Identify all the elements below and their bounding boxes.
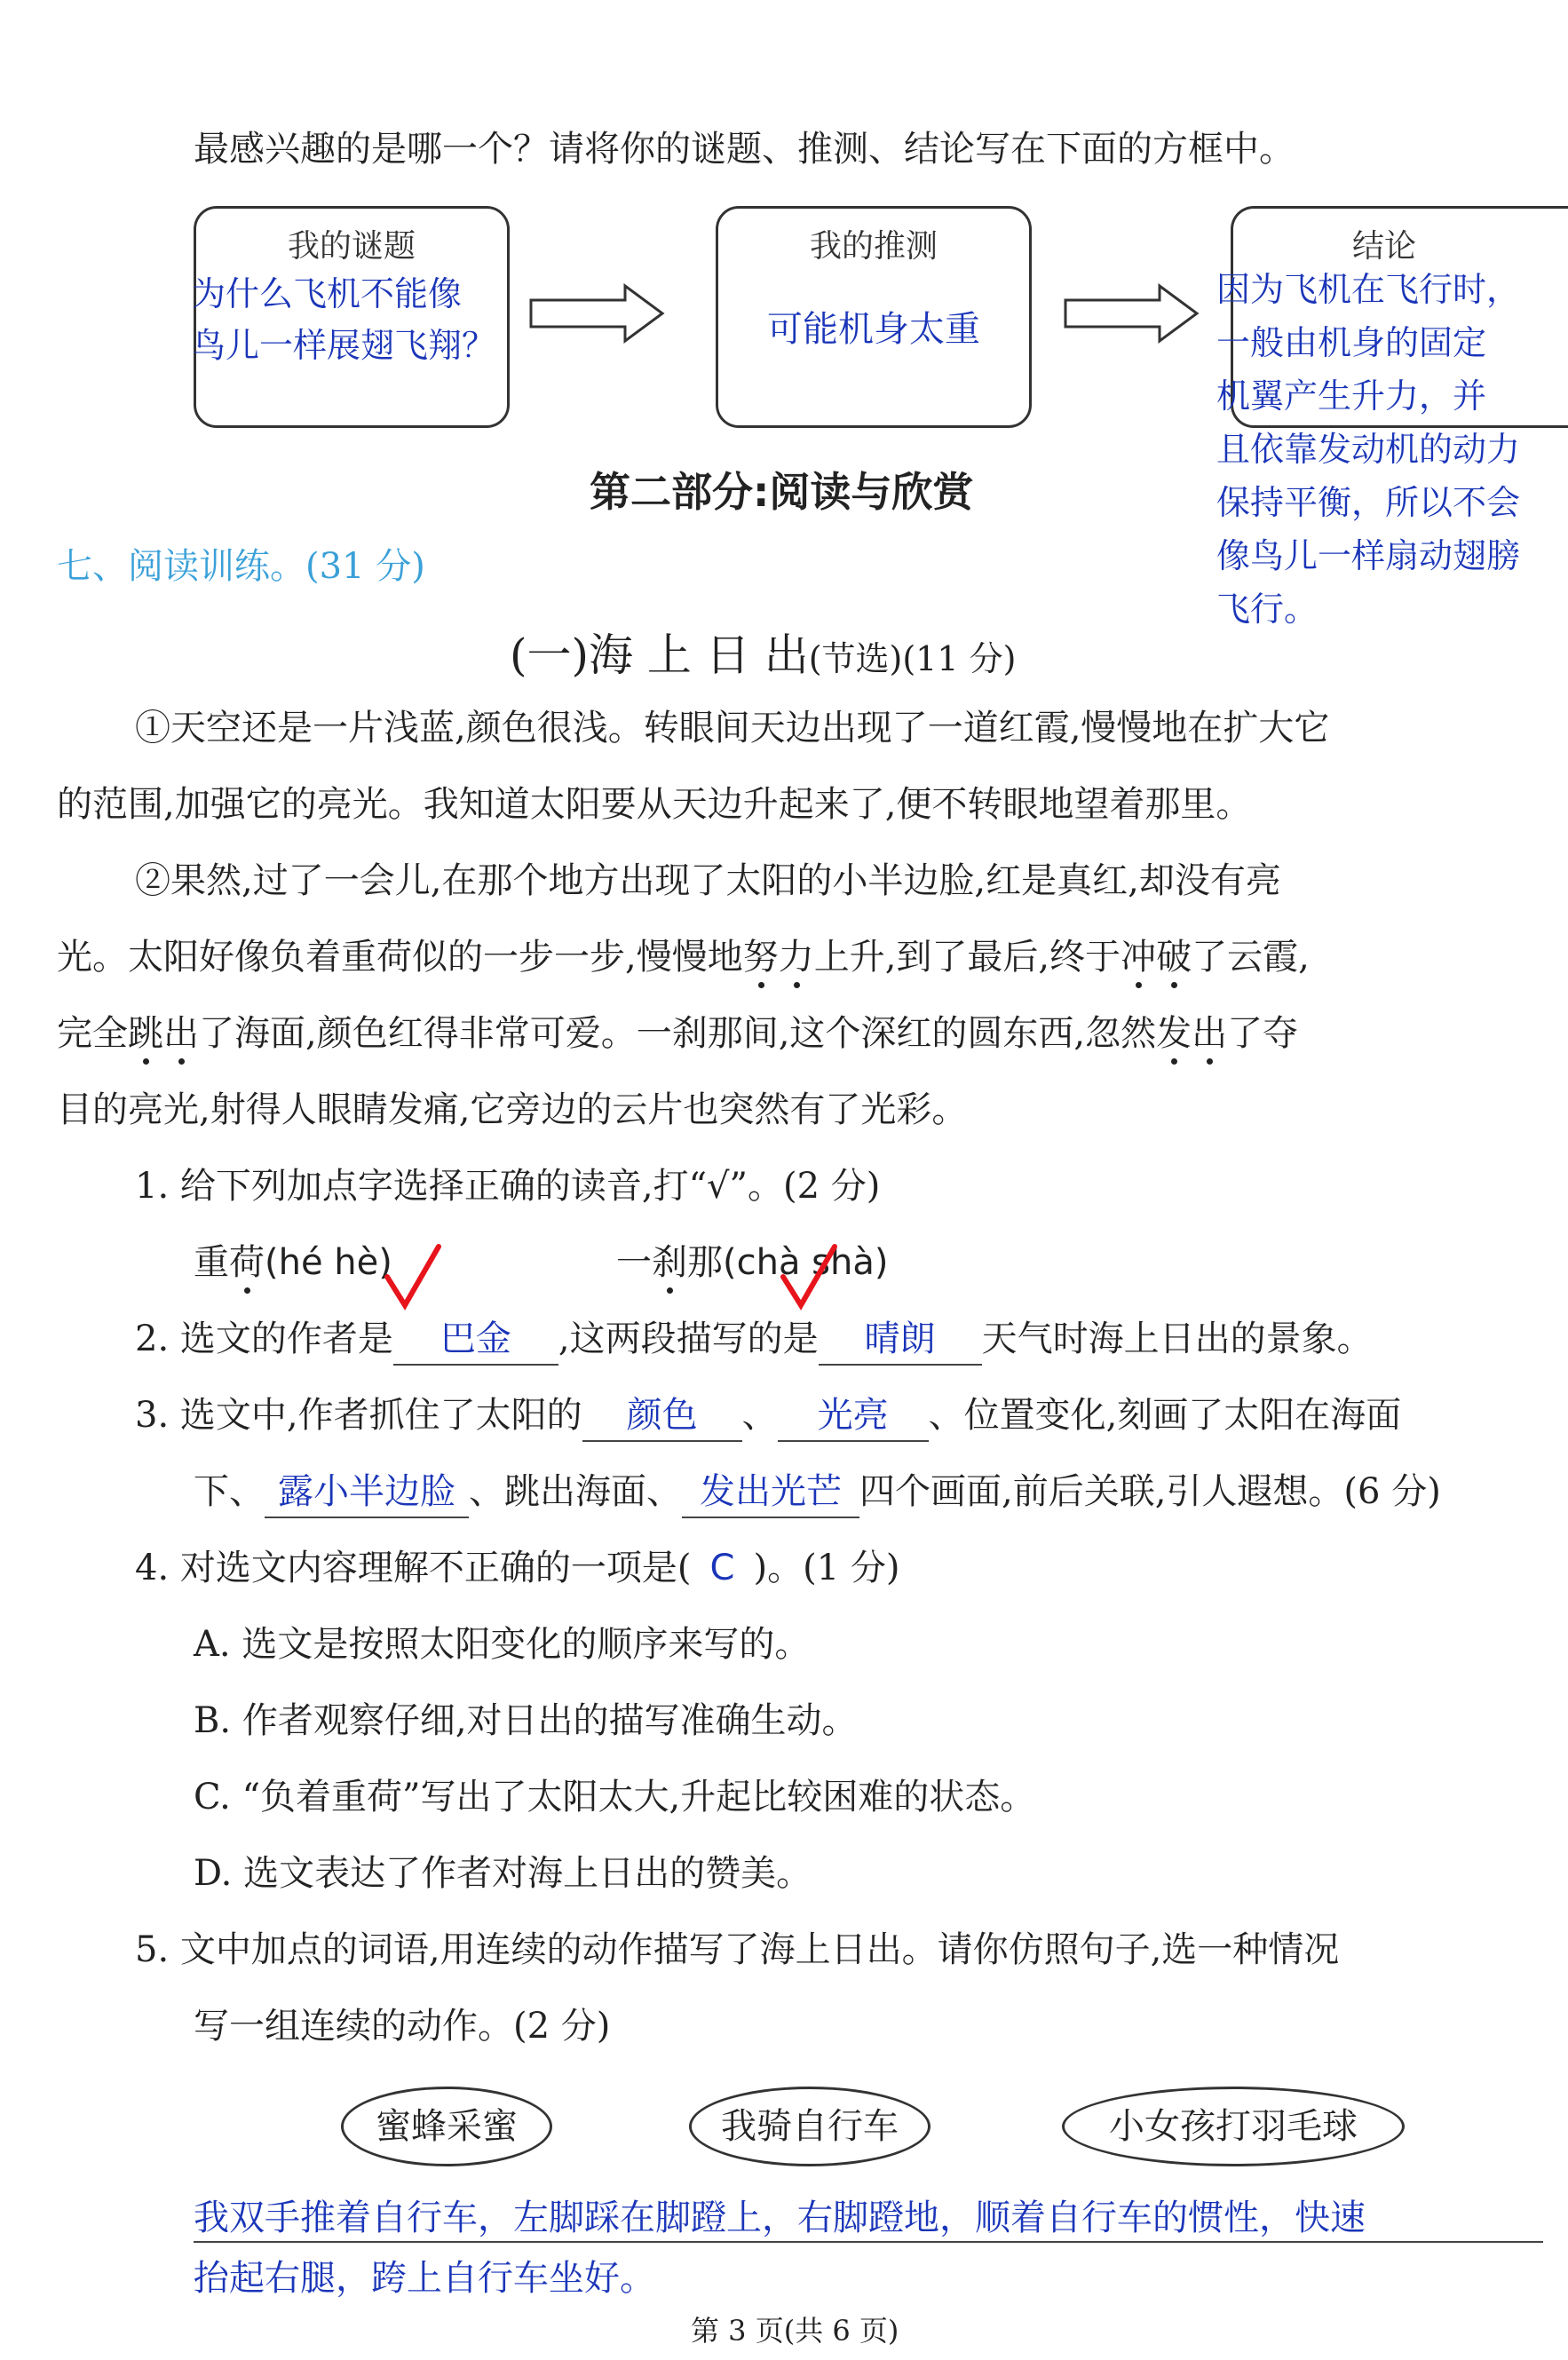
- q3-answer-3: 露小半边脸: [265, 1467, 469, 1518]
- conclusion-answer-line: 因为飞机在飞行时，: [1216, 270, 1521, 309]
- dotted-char: 跳: [128, 1013, 163, 1054]
- text-segment: 下、: [194, 1471, 265, 1512]
- passage-line: [57, 1009, 1298, 1058]
- puzzle-answer-line: 鸟儿一样展翅飞翔？: [192, 326, 496, 365]
- q5-stem-line2: 写一组连续的动作。(2 分): [194, 2006, 611, 2047]
- conclusion-answer: [1216, 263, 1520, 636]
- text-segment: 那: [687, 1242, 723, 1283]
- passage-title-sub: (节选)(11 分): [808, 639, 1017, 678]
- passage-title-main: (一)海 上 日 出: [510, 630, 809, 681]
- passage-title: [510, 620, 1016, 684]
- q2-answer-author: 巴金: [393, 1314, 558, 1366]
- q5-answer-line1: 我双手推着自行车，左脚踩在脚蹬上，右脚蹬地，顺着自行车的惯性，快速: [194, 2198, 1366, 2238]
- checkmark-icon: [382, 1241, 444, 1312]
- q4-option: A. 选文是按照太阳变化的顺序来写的。: [194, 1624, 811, 1665]
- text-segment: 了夺: [1227, 1013, 1299, 1054]
- guess-box: [716, 206, 1032, 428]
- q1-stem: 1. 给下列加点字选择正确的读音,打“√”。(2 分): [135, 1166, 881, 1207]
- conclusion-answer-line: 像鸟儿一样扇动翅膀: [1216, 536, 1521, 575]
- text-segment: 了云霞,: [1192, 937, 1310, 978]
- text-segment: ,这两段描写的是: [558, 1319, 819, 1359]
- puzzle-answer: [192, 268, 495, 371]
- q3-answer-2: 光亮: [778, 1390, 929, 1442]
- conclusion-answer-line: 飞行。: [1216, 590, 1319, 629]
- puzzle-box-title: 我的谜题: [287, 228, 416, 265]
- q3-answer-4: 发出光芒: [682, 1467, 859, 1518]
- q4-option: D. 选文表达了作者对海上日出的赞美。: [194, 1853, 812, 1894]
- text-segment: 上升,到了最后,终于: [813, 937, 1121, 978]
- text-segment: 3. 选文中,作者抓住了太阳的: [135, 1395, 582, 1436]
- passage-line: 的范围,加强它的亮光。我知道太阳要从天边升起来了,便不转眼地望着那里。: [57, 784, 1252, 825]
- passage-line: ①天空还是一片浅蓝,颜色很浅。转眼间天边出现了一道红霞,慢慢地在扩大它: [135, 708, 1330, 748]
- dotted-char: 发: [1156, 1013, 1192, 1054]
- dotted-char: 荷: [229, 1242, 265, 1283]
- conclusion-answer-line: 一般由机身的固定: [1216, 323, 1487, 362]
- dotted-char: 出: [163, 1013, 199, 1054]
- option-oval: 蜜蜂采蜜: [341, 2087, 552, 2166]
- checkmark-icon: [778, 1241, 840, 1312]
- option-oval: 我骑自行车: [689, 2087, 931, 2166]
- dotted-char: 出: [1192, 1013, 1228, 1054]
- pinyin-options: (hé hè): [265, 1242, 392, 1283]
- conclusion-answer-line: 机翼产生升力，并: [1216, 376, 1487, 416]
- q3-line2: [194, 1467, 1441, 1518]
- arrow-right-icon: [1062, 282, 1204, 344]
- dotted-char: 冲: [1121, 937, 1157, 978]
- pinyin-options: (chà shà): [723, 1242, 889, 1283]
- passage-line: [57, 932, 1310, 982]
- q3-answer-1: 颜色: [582, 1390, 742, 1442]
- option-oval: 小女孩打羽毛球: [1062, 2087, 1405, 2166]
- page-footer: 第 3 页(共 6 页): [691, 2314, 899, 2348]
- intro-line: 最感兴趣的是哪一个？请将你的谜题、推测、结论写在下面的方框中。: [194, 129, 1295, 170]
- dotted-char: 破: [1156, 937, 1192, 978]
- text-segment: 、: [741, 1395, 778, 1436]
- text-segment: )。(1 分): [753, 1548, 900, 1588]
- conclusion-answer-line: 保持平衡，所以不会: [1216, 483, 1521, 522]
- guess-answer: 可能机身太重: [767, 309, 980, 350]
- passage-line: ②果然,过了一会儿,在那个地方出现了太阳的小半边脸,红是真红,却没有亮: [135, 860, 1281, 901]
- guess-box-title: 我的推测: [809, 228, 938, 265]
- puzzle-answer-line: 为什么飞机不能像: [192, 274, 463, 313]
- text-segment: 光。太阳好像负着重荷似的一步一步,慢慢地: [57, 937, 743, 978]
- conclusion-box-title: 结论: [1351, 228, 1416, 265]
- q2: [135, 1314, 1373, 1366]
- q4-stem: [135, 1543, 899, 1593]
- text-segment: 重: [194, 1242, 229, 1283]
- dotted-char: 刹: [652, 1242, 687, 1283]
- arrow-right-icon: [527, 282, 669, 344]
- q4-option: C. “负着重荷”写出了太阳太大,升起比较困难的状态。: [194, 1777, 1036, 1818]
- q2-answer-weather: 晴朗: [819, 1314, 982, 1366]
- section-heading: [57, 538, 425, 589]
- text-segment: 、跳出海面、: [469, 1471, 682, 1512]
- text-segment: 一: [616, 1242, 652, 1283]
- q5-answer-line2: 抬起右腿，跨上自行车坐好。: [194, 2258, 655, 2299]
- section-score: (31 分): [305, 546, 425, 587]
- text-segment: 了海面,颜色红得非常可爱。一刹那间,这个深红的圆东西,忽然: [199, 1013, 1157, 1054]
- q4-answer: C: [709, 1548, 735, 1588]
- conclusion-answer-line: 且依靠发动机的动力: [1216, 430, 1521, 469]
- text-segment: 四个画面,前后关联,引人遐想。(6 分): [859, 1471, 1441, 1512]
- q1-option-a: [194, 1238, 392, 1287]
- part-title: 第二部分:阅读与欣赏: [590, 468, 974, 516]
- text-segment: 、位置变化,刻画了太阳在海面: [928, 1395, 1402, 1436]
- dotted-char: 努: [742, 937, 779, 978]
- answer-underline: [194, 2241, 1543, 2243]
- passage-line: 目的亮光,射得人眼睛发痛,它旁边的云片也突然有了光彩。: [57, 1089, 968, 1130]
- text-segment: 4. 对选文内容理解不正确的一项是(: [135, 1548, 692, 1588]
- text-segment: 天气时海上日出的景象。: [981, 1319, 1373, 1359]
- section-label: 七、阅读训练。: [57, 546, 305, 587]
- text-segment: 完全: [57, 1013, 128, 1054]
- dotted-char: 力: [778, 937, 814, 978]
- q4-option: B. 作者观察仔细,对日出的描写准确生动。: [194, 1700, 858, 1741]
- text-segment: 2. 选文的作者是: [135, 1319, 393, 1359]
- q5-stem-line1: 5. 文中加点的词语,用连续的动作描写了海上日出。请你仿照句子,选一种情况: [135, 1929, 1340, 1970]
- q3-line1: [135, 1390, 1401, 1442]
- q1-option-b: [616, 1238, 888, 1287]
